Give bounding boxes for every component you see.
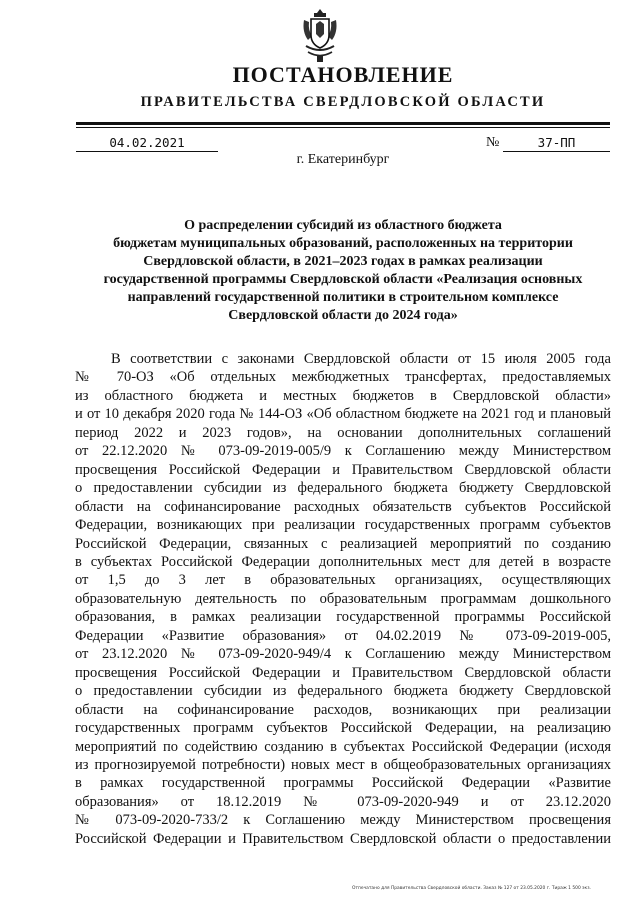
body-line: Российской Федерации, связанных с реализацией мероприятий по созданию — [75, 535, 611, 552]
title-line: О распределении субсидий из областного бюджета — [184, 218, 502, 233]
number-sign: № — [486, 135, 500, 150]
header-divider-thin — [76, 127, 610, 128]
body-line: о предоставлении субсидии из федерального бюджета бюджету Свердловской — [75, 480, 611, 497]
coat-of-arms-emblem — [300, 6, 340, 64]
body-line: Российской Федерации и Правительством Свердловской области о предоставлении — [75, 830, 611, 847]
body-line: от 1,5 до 3 лет в образовательных организациях, осуществляющих — [75, 572, 611, 589]
body-line: от 22.12.2020 № 073-09-2019-005/9 к Соглашению между Министерством — [75, 443, 611, 460]
title-line: государственной программы Свердловской области «Реализация основных — [103, 272, 583, 287]
body-line: № 70-ОЗ «Об отдельных межбюджетных трансфертах, предоставляемых — [75, 369, 611, 386]
document-date: 04.02.2021 — [76, 135, 218, 152]
body-line: Федерации «Развитие образования» от 04.02.2019 № 073-09-2019-005, — [75, 627, 611, 644]
body-line: и от 10 декабря 2020 года № 144-ОЗ «Об областном бюджете на 2021 год и плановый — [75, 406, 611, 423]
document-type-heading: ПОСТАНОВЛЕНИЕ — [232, 62, 454, 87]
body-line: № 073-09-2020-733/2 к Соглашению между Министерством просвещения — [75, 812, 611, 829]
body-line: период 2022 и 2023 годов», на основании дополнительных соглашений — [75, 424, 611, 441]
body-line: государственных программ субъектов Российской Федерации, на реализацию — [75, 720, 611, 737]
body-text — [75, 350, 611, 848]
body-line: из прогнозируемой потребности) новых мест в общеобразовательных организациях — [75, 756, 611, 773]
title-line: Свердловской области до 2024 года» — [228, 308, 458, 323]
body-line: области на софинансирование расходных обязательств субъектов Российской — [75, 498, 611, 515]
body-line: о предоставлении субсидии из федерального бюджета бюджету Свердловской — [75, 683, 611, 700]
body-line: образовательную деятельность по образовательным программам дошкольного — [75, 590, 611, 607]
body-line: В соответствии с законами Свердловской области от 15 июля 2005 года — [111, 351, 611, 367]
body-line: в субъектах Российской Федерации дополнительных мест для детей в возрасте — [75, 553, 611, 570]
body-line: от 23.12.2020 № 073-09-2020-949/4 к Соглашению между Министерством — [75, 646, 611, 663]
city-line: г. Екатеринбург — [296, 152, 390, 167]
body-line: просвещения Российской Федерации и Правительством Свердловской области — [75, 461, 611, 478]
document-title — [80, 217, 606, 325]
title-line: Свердловской области, в 2021–2023 годах в рамках реализации — [143, 254, 543, 269]
body-line: просвещения Российской Федерации и Правительством Свердловской области — [75, 664, 611, 681]
title-line: бюджетам муниципальных образований, расположенных на территории — [113, 236, 573, 251]
body-line: области на софинансирование расходов, возникающих при реализации — [75, 701, 611, 718]
body-line: в рамках государственной программы Российской Федерации «Развитие — [75, 775, 611, 792]
body-line: мероприятий по содействию созданию в субъектах Российской Федерации (исходя — [75, 738, 611, 755]
body-line: образования, в рамках реализации государственной программы Российской — [75, 609, 611, 626]
body-line: образования» от 18.12.2019 № 073-09-2020-949 и от 23.12.2020 — [75, 793, 611, 810]
document-number: 37-ПП — [503, 135, 610, 152]
print-footer: Отпечатано для Правительства Свердловской области. Заказ № 127 от 23.05.2020 г. Тираж 1 500 экз. — [352, 886, 591, 891]
body-line: из областного бюджета и местных бюджетов в Свердловской области» — [75, 387, 611, 404]
header-divider-thick — [76, 122, 610, 125]
body-line: Федерации, возникающих при реализации государственных программ субъектов — [75, 517, 611, 534]
issuer-heading: ПРАВИТЕЛЬСТВА СВЕРДЛОВСКОЙ ОБЛАСТИ — [140, 94, 546, 110]
title-line: направлений государственной политики в строительном комплексе — [127, 290, 559, 305]
